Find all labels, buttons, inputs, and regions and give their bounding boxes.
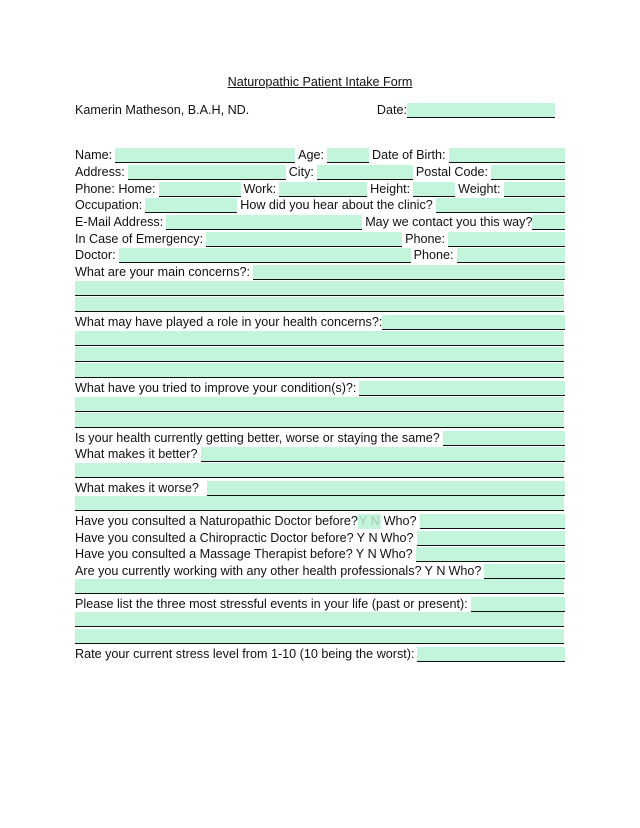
concerns-field[interactable] <box>253 265 565 280</box>
emergency-phone-field[interactable] <box>448 232 565 247</box>
massage-row <box>75 546 565 562</box>
chiro-who-field[interactable] <box>417 531 565 546</box>
concerns-line-3[interactable] <box>75 297 564 312</box>
chiro-who-label: Who? <box>380 531 414 545</box>
stress-level-label: Rate your current stress level from 1-10 (10 being the worst): <box>75 647 415 661</box>
worse-line-2[interactable] <box>75 496 564 511</box>
others-who-label: Who? <box>448 564 482 578</box>
doctor-label: Doctor: <box>75 248 116 262</box>
others-who-field[interactable] <box>484 564 565 579</box>
tried-row <box>75 380 565 396</box>
height-field[interactable] <box>413 182 455 197</box>
chiro-yes[interactable]: Y <box>356 531 366 545</box>
name-field[interactable] <box>115 148 295 163</box>
nd-who-label: Who? <box>383 514 417 528</box>
tried-line-2[interactable] <box>75 397 564 412</box>
stress-level-row <box>75 646 565 662</box>
concerns-label: What are your main concerns?: <box>75 265 250 279</box>
nd-yn[interactable] <box>358 514 381 529</box>
doctor-phone-label: Phone: <box>413 248 454 262</box>
massage-yes[interactable]: Y <box>355 547 365 561</box>
address-field[interactable] <box>128 165 286 180</box>
chiro-no[interactable]: N <box>368 531 378 545</box>
address-label: Address: <box>75 165 125 179</box>
tried-label: What have you tried to improve your condition(s)?: <box>75 381 357 395</box>
concerns-line-2[interactable] <box>75 281 564 296</box>
email-row <box>75 214 565 230</box>
emergency-phone-label: Phone: <box>405 232 446 246</box>
nd-row <box>75 513 565 529</box>
phone-row <box>75 181 565 197</box>
tried-field[interactable] <box>359 381 565 396</box>
massage-label: Have you consulted a Massage Therapist before? <box>75 547 353 561</box>
others-label: Are you currently working with any other health professionals? <box>75 564 422 578</box>
postal-label: Postal Code: <box>415 165 488 179</box>
height-label: Height: <box>370 182 411 196</box>
date-label: Date: <box>376 103 407 117</box>
better-label: What makes it better? <box>75 447 198 461</box>
nd-who-field[interactable] <box>420 514 565 529</box>
massage-who-label: Who? <box>379 547 413 561</box>
stress-events-label: Please list the three most stressful events in your life (past or present): <box>75 597 468 611</box>
role-field[interactable] <box>382 315 565 330</box>
weight-field[interactable] <box>504 182 565 197</box>
phone-home-field[interactable] <box>159 182 241 197</box>
others-line-2[interactable] <box>75 579 564 594</box>
role-line-3[interactable] <box>75 347 564 362</box>
nd-yes[interactable]: Y <box>358 514 368 528</box>
hear-field[interactable] <box>436 198 565 213</box>
form-title: Naturopathic Patient Intake Form <box>227 75 413 89</box>
age-field[interactable] <box>327 148 369 163</box>
stress-events-line-3[interactable] <box>75 629 564 644</box>
better-line-2[interactable] <box>75 463 564 478</box>
tried-line-3[interactable] <box>75 413 564 428</box>
doctor-field[interactable] <box>119 248 411 263</box>
others-no[interactable]: N <box>436 564 446 578</box>
address-row <box>75 164 565 180</box>
others-row <box>75 563 565 579</box>
age-label: Age: <box>298 148 325 162</box>
weight-label: Weight: <box>458 182 501 196</box>
massage-who-field[interactable] <box>416 547 565 562</box>
stress-events-row <box>75 596 565 612</box>
trend-row <box>75 430 565 446</box>
nd-no[interactable]: N <box>370 514 380 528</box>
city-label: City: <box>288 165 314 179</box>
nd-label: Have you consulted a Naturopathic Doctor before? <box>75 514 358 528</box>
email-field[interactable] <box>166 215 362 230</box>
practitioner-name: Kamerin Matheson, B.A.H, ND. <box>75 103 250 117</box>
hear-label: How did you hear about the clinic? <box>240 198 433 212</box>
stress-events-field[interactable] <box>471 597 565 612</box>
role-line-2[interactable] <box>75 331 564 346</box>
date-field[interactable] <box>407 103 555 118</box>
occupation-field[interactable] <box>145 198 237 213</box>
trend-field[interactable] <box>443 431 565 446</box>
dob-field[interactable] <box>449 148 565 163</box>
phone-home-label: Phone: Home: <box>75 182 156 196</box>
worse-row <box>75 480 565 496</box>
doctor-row <box>75 247 565 263</box>
occupation-row <box>75 197 565 213</box>
city-field[interactable] <box>317 165 413 180</box>
emergency-row <box>75 231 565 247</box>
concerns-row <box>75 264 565 280</box>
better-field[interactable] <box>201 447 566 462</box>
contact-label: May we contact you this way? <box>365 215 533 229</box>
better-row <box>75 446 565 462</box>
stress-events-line-2[interactable] <box>75 612 564 627</box>
occupation-label: Occupation: <box>75 198 143 212</box>
massage-no[interactable]: N <box>367 547 377 561</box>
others-yes[interactable]: Y <box>424 564 433 578</box>
trend-label: Is your health currently getting better, worse or staying the same? <box>75 431 440 445</box>
role-label: What may have played a role in your health concerns?: <box>75 315 383 329</box>
chiro-row <box>75 530 565 546</box>
doctor-phone-field[interactable] <box>457 248 565 263</box>
name-row <box>75 147 565 163</box>
email-label: E-Mail Address: <box>75 215 164 229</box>
header-row <box>75 102 565 118</box>
contact-field[interactable] <box>532 215 565 230</box>
work-label: Work: <box>243 182 277 196</box>
worse-field[interactable] <box>207 481 565 496</box>
role-line-4[interactable] <box>75 363 564 378</box>
role-row <box>75 314 565 330</box>
postal-field[interactable] <box>491 165 565 180</box>
work-field[interactable] <box>279 182 367 197</box>
chiro-label: Have you consulted a Chiropractic Doctor before? <box>75 531 354 545</box>
emergency-label: In Case of Emergency: <box>75 232 204 246</box>
stress-level-field[interactable] <box>417 647 565 662</box>
worse-label: What makes it worse? <box>75 481 199 495</box>
emergency-field[interactable] <box>206 232 402 247</box>
name-label: Name: <box>75 148 113 162</box>
dob-label: Date of Birth: <box>372 148 446 162</box>
